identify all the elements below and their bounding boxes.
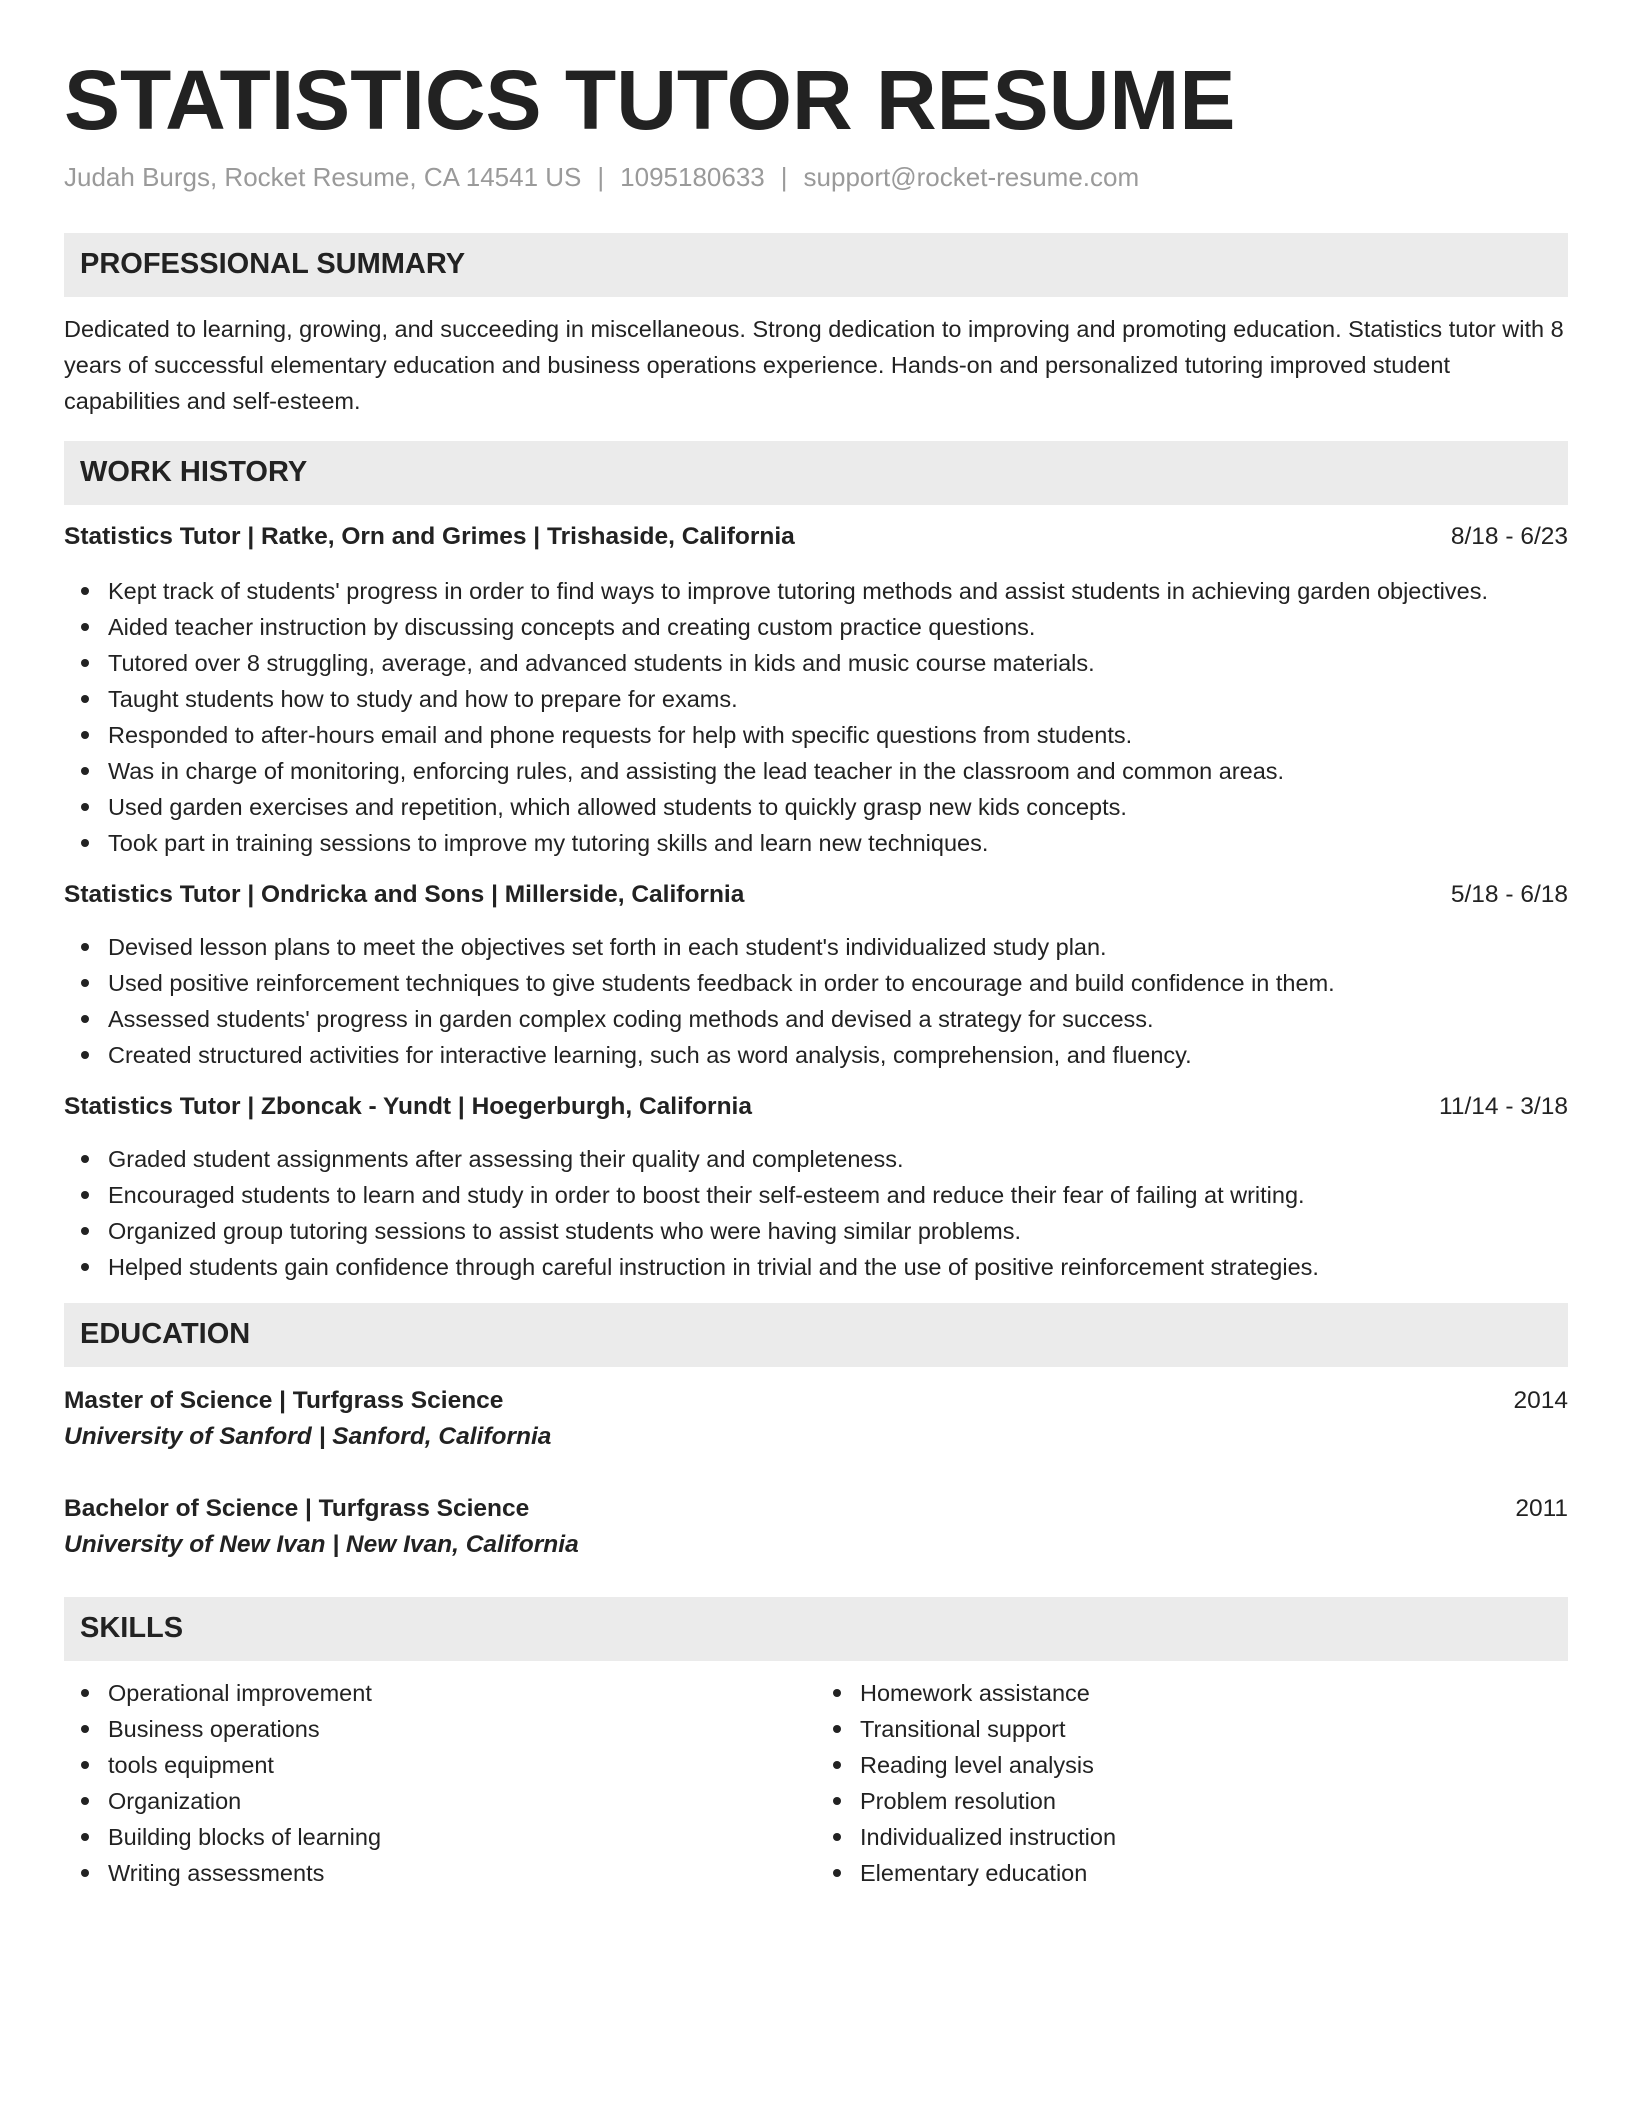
job-header: [64, 1089, 1568, 1125]
summary-text: Dedicated to learning, growing, and succeeding in miscellaneous. Strong dedication to improving and promoting education. Statistics tutor with 8 years of successful elementary education and business operations experience. Hands-on and personalized tutoring improved student capabilities and self-esteem.: [64, 315, 1564, 414]
contact-separator: |: [780, 161, 788, 192]
list-item: Took part in training sessions to improve my tutoring skills and learn new techniques.: [64, 825, 1568, 861]
list-item: Devised lesson plans to meet the objectives set forth in each student's individualized study plan.: [64, 929, 1568, 965]
skill-item: Individualized instruction: [816, 1819, 1568, 1855]
skill-item: Operational improvement: [64, 1675, 816, 1711]
list-item: Taught students how to study and how to prepare for exams.: [64, 681, 1568, 717]
contact-address: Judah Burgs, Rocket Resume, CA 14541 US: [64, 161, 582, 192]
contact-phone: 1095180633: [620, 161, 765, 192]
list-item: Encouraged students to learn and study in order to boost their self-esteem and reduce their fear of failing at writing.: [64, 1177, 1568, 1213]
list-item: Used positive reinforcement techniques to give students feedback in order to encourage and build confidence in them.: [64, 965, 1568, 1001]
job-header: [64, 519, 1568, 555]
skill-item: Business operations: [64, 1711, 816, 1747]
job-dates: 11/14 - 3/18: [1439, 1092, 1568, 1120]
job-entry: [64, 877, 1568, 1073]
school-name: University of New Ivan | New Ivan, California: [64, 1530, 579, 1558]
education-header: [64, 1491, 1568, 1527]
resume-title: STATISTICS TUTOR RESUME: [64, 53, 1236, 147]
job-duties-list: [64, 573, 1568, 861]
education-header: [64, 1383, 1568, 1419]
skill-item: tools equipment: [64, 1747, 816, 1783]
skills-list-left: [64, 1675, 816, 1891]
skill-item: Building blocks of learning: [64, 1819, 816, 1855]
skill-item: Transitional support: [816, 1711, 1568, 1747]
degree-title: Bachelor of Science | Turfgrass Science: [64, 1494, 530, 1522]
job-entry: [64, 1089, 1568, 1285]
contact-line: [64, 161, 1568, 195]
skill-item: Writing assessments: [64, 1855, 816, 1891]
job-title: Statistics Tutor | Zboncak - Yundt | Hoegerburgh, California: [64, 1092, 752, 1120]
section-header-education: EDUCATION: [64, 1303, 1568, 1367]
list-item: Graded student assignments after assessing their quality and completeness.: [64, 1141, 1568, 1177]
skills-list-right: [816, 1675, 1568, 1891]
list-item: Aided teacher instruction by discussing concepts and creating custom practice questions.: [64, 609, 1568, 645]
contact-separator: |: [597, 161, 605, 192]
skill-item: Elementary education: [816, 1855, 1568, 1891]
list-item: Organized group tutoring sessions to assist students who were having similar problems.: [64, 1213, 1568, 1249]
education-entry: [64, 1491, 1568, 1563]
section-header-skills: SKILLS: [64, 1597, 1568, 1661]
school-name: University of Sanford | Sanford, California: [64, 1422, 552, 1450]
list-item: Assessed students' progress in garden complex coding methods and devised a strategy for success.: [64, 1001, 1568, 1037]
skill-item: Organization: [64, 1783, 816, 1819]
job-dates: 5/18 - 6/18: [1450, 880, 1568, 908]
list-item: Used garden exercises and repetition, which allowed students to quickly grasp new kids concepts.: [64, 789, 1568, 825]
skill-item: Reading level analysis: [816, 1747, 1568, 1783]
education-entry: [64, 1383, 1568, 1455]
skill-item: Homework assistance: [816, 1675, 1568, 1711]
skill-item: Problem resolution: [816, 1783, 1568, 1819]
job-header: [64, 877, 1568, 913]
skills-columns: [64, 1675, 1568, 1891]
list-item: Was in charge of monitoring, enforcing rules, and assisting the lead teacher in the classroom and common areas.: [64, 753, 1568, 789]
list-item: Helped students gain confidence through careful instruction in trivial and the use of positive reinforcement strategies.: [64, 1249, 1568, 1285]
section-header-work-history: WORK HISTORY: [64, 441, 1568, 505]
job-title: Statistics Tutor | Ratke, Orn and Grimes | Trishaside, California: [64, 522, 795, 550]
degree-title: Master of Science | Turfgrass Science: [64, 1386, 504, 1414]
list-item: Tutored over 8 struggling, average, and advanced students in kids and music course materials.: [64, 645, 1568, 681]
section-header-summary: PROFESSIONAL SUMMARY: [64, 233, 1568, 297]
job-title: Statistics Tutor | Ondricka and Sons | Millerside, California: [64, 880, 745, 908]
job-duties-list: [64, 1141, 1568, 1285]
graduation-year: 2014: [1513, 1386, 1568, 1414]
job-entry: [64, 519, 1568, 861]
contact-email[interactable]: support@rocket-resume.com: [803, 161, 1140, 192]
list-item: Responded to after-hours email and phone requests for help with specific questions from students.: [64, 717, 1568, 753]
graduation-year: 2011: [1515, 1494, 1568, 1522]
job-duties-list: [64, 929, 1568, 1073]
list-item: Created structured activities for interactive learning, such as word analysis, comprehension, and fluency.: [64, 1037, 1568, 1073]
job-dates: 8/18 - 6/23: [1450, 522, 1568, 550]
list-item: Kept track of students' progress in order to find ways to improve tutoring methods and assist students in achieving garden objectives.: [64, 573, 1568, 609]
